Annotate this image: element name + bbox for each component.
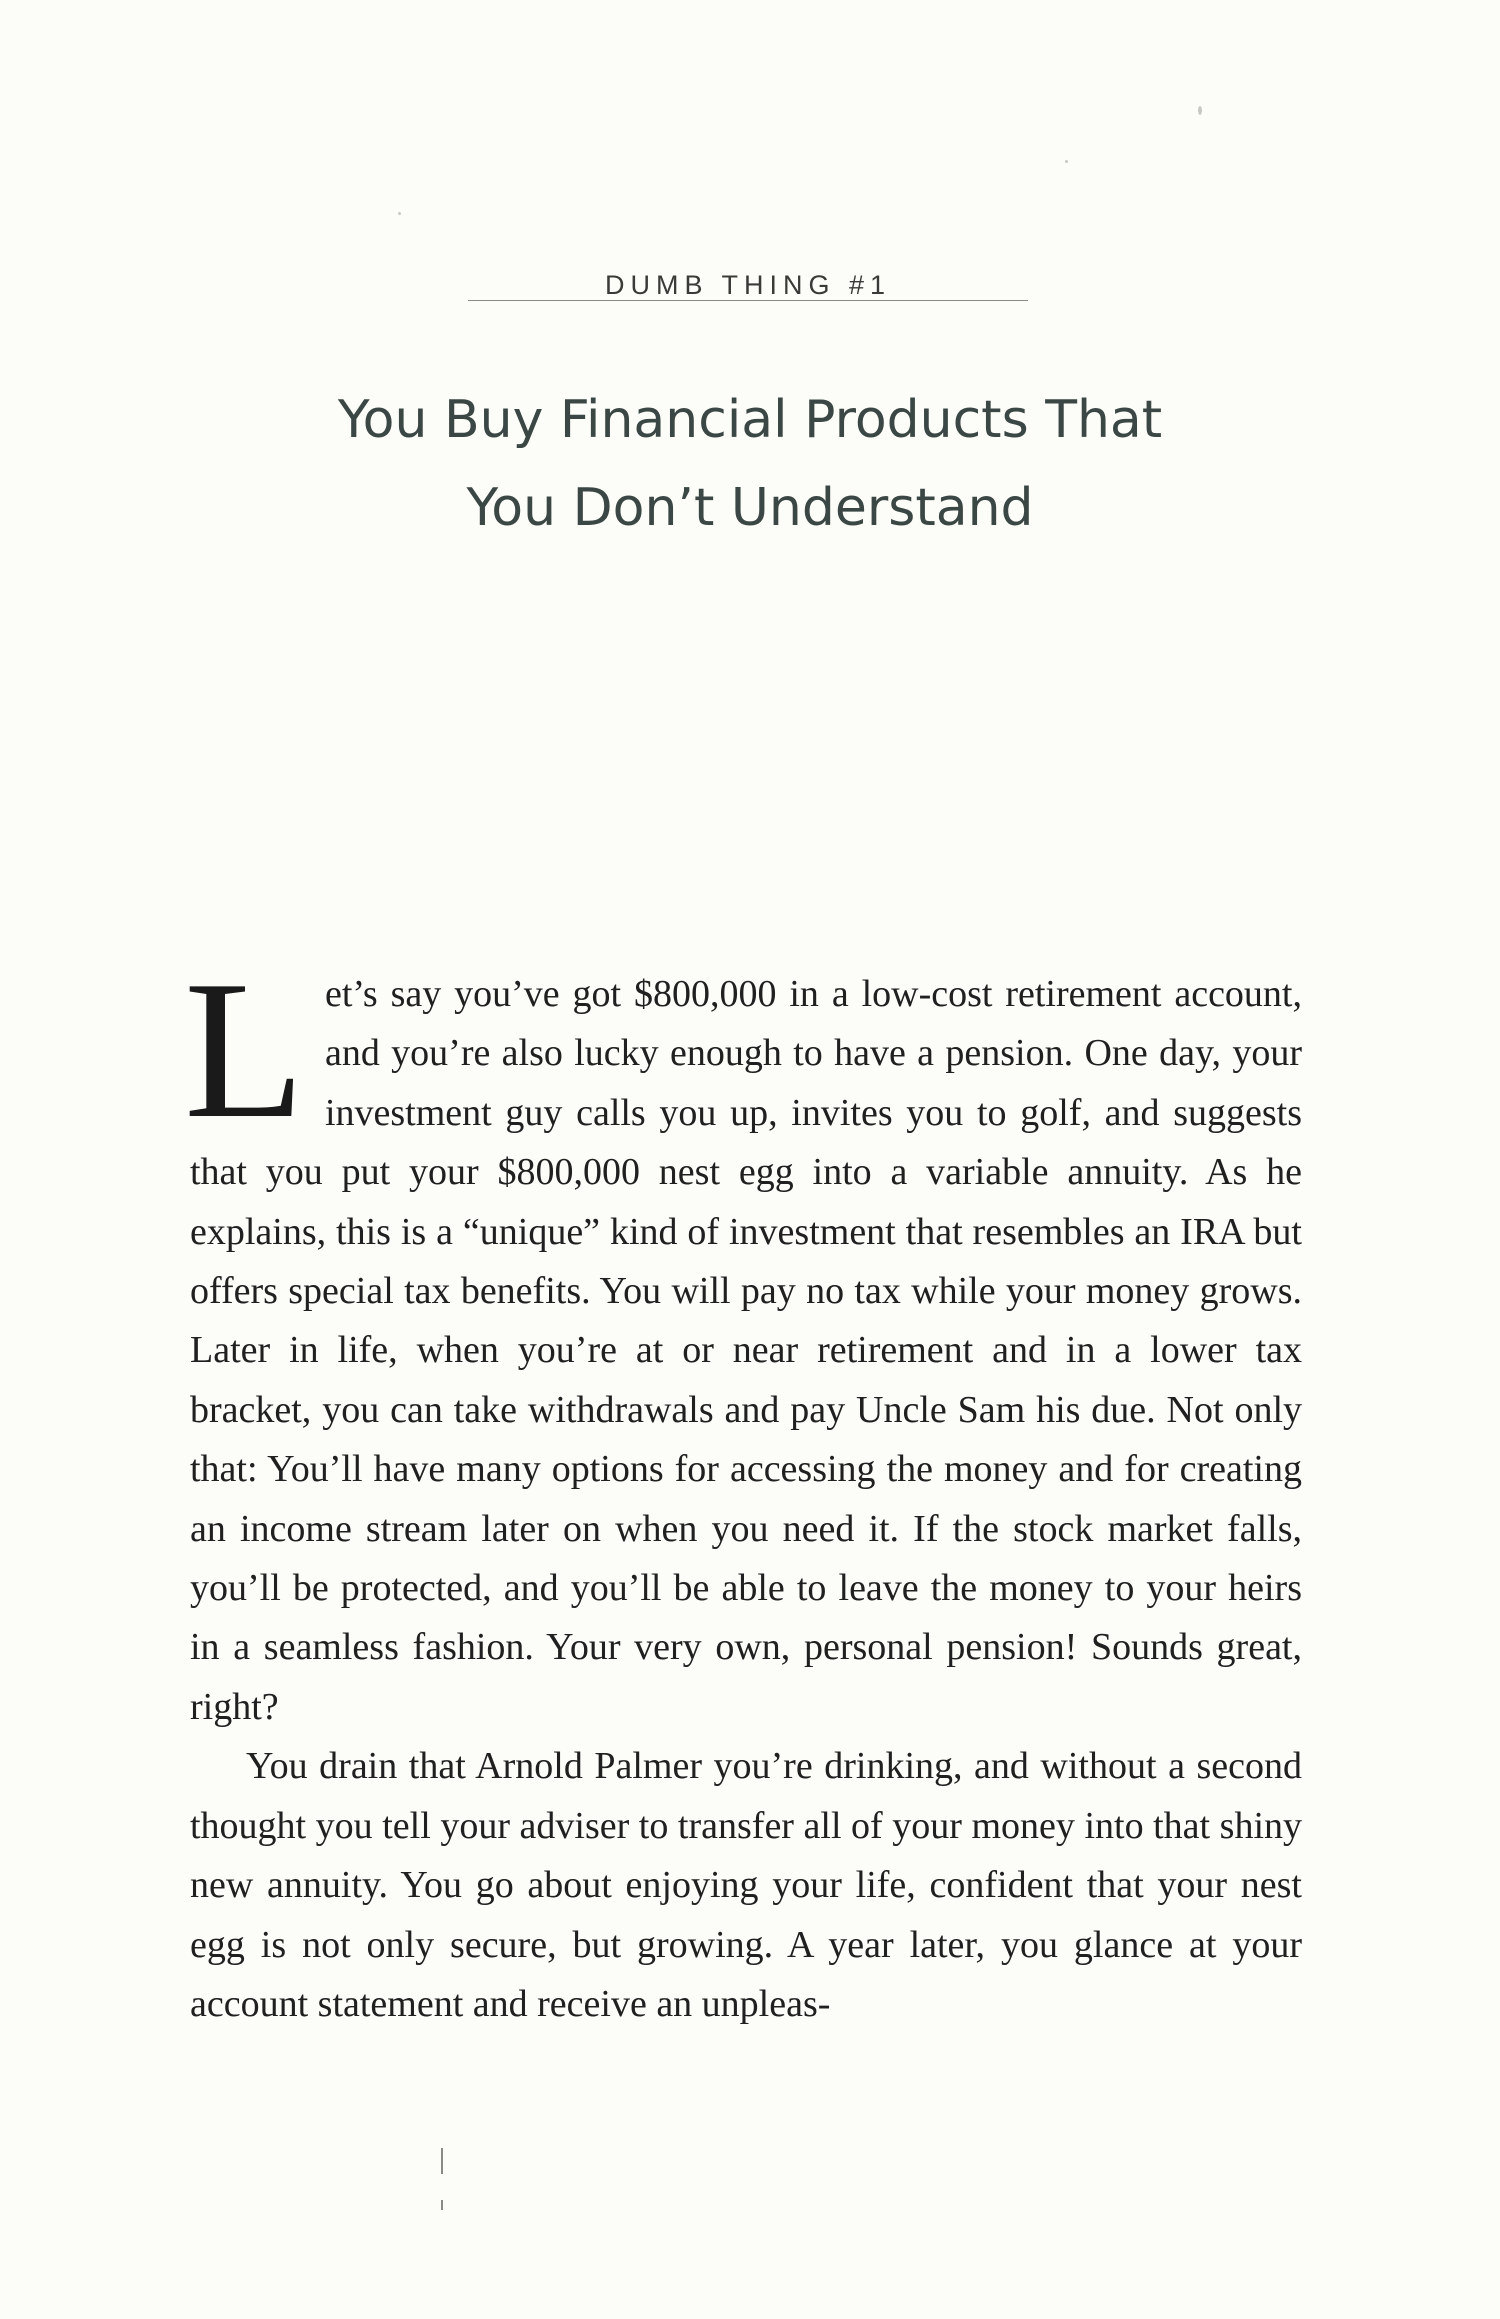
paragraph-1 [184, 940, 1302, 1737]
chapter-title-line-2: You Don’t Understand [466, 478, 1034, 538]
scan-mark [441, 2148, 443, 2174]
scan-speck [1198, 106, 1202, 115]
paragraph-2: You drain that Arnold Palmer you’re drinking, and without a second thought you tell your adviser to transfer all of your money into that shiny new annuity. You go about enjoying your life, confident that your nest egg is not only secure, but growing. A year later, you glance at your account statement and receive an unpleas- [190, 1745, 1302, 2025]
scan-mark [441, 2200, 443, 2210]
paragraph-1-text: et’s say you’ve got $800,000 in a low-cost retirement account, and you’re also lucky enough to have a pension. One day, your investment guy calls you up, invites you to golf, and suggests that you put your $800,000 nest egg into a variable annuity. As he explains, this is a “unique” kind of investment that resembles an IRA but offers special tax benefits. You will pay no tax while your money grows. Later in life, when you’re at or near retirement and in a lower tax bracket, you can take withdrawals and pay Uncle Sam his due. Not only that: You’ll have many options for accessing the money and for creating an income stream later on when you need it. If the stock market falls, you’ll be protected, and you’ll be able to leave the money to your heirs in a seamless fashion. Your very own, personal pension! Sounds great, right? [190, 973, 1302, 1728]
scan-speck [1065, 160, 1068, 163]
scan-speck [398, 212, 401, 215]
chapter-title [200, 376, 1300, 552]
body-text [184, 940, 1302, 2034]
chapter-label: DUMB THING #1 [604, 270, 892, 300]
chapter-label-block [468, 270, 1028, 310]
chapter-title-line-1: You Buy Financial Products That [337, 390, 1163, 450]
drop-cap: L [184, 940, 305, 1159]
